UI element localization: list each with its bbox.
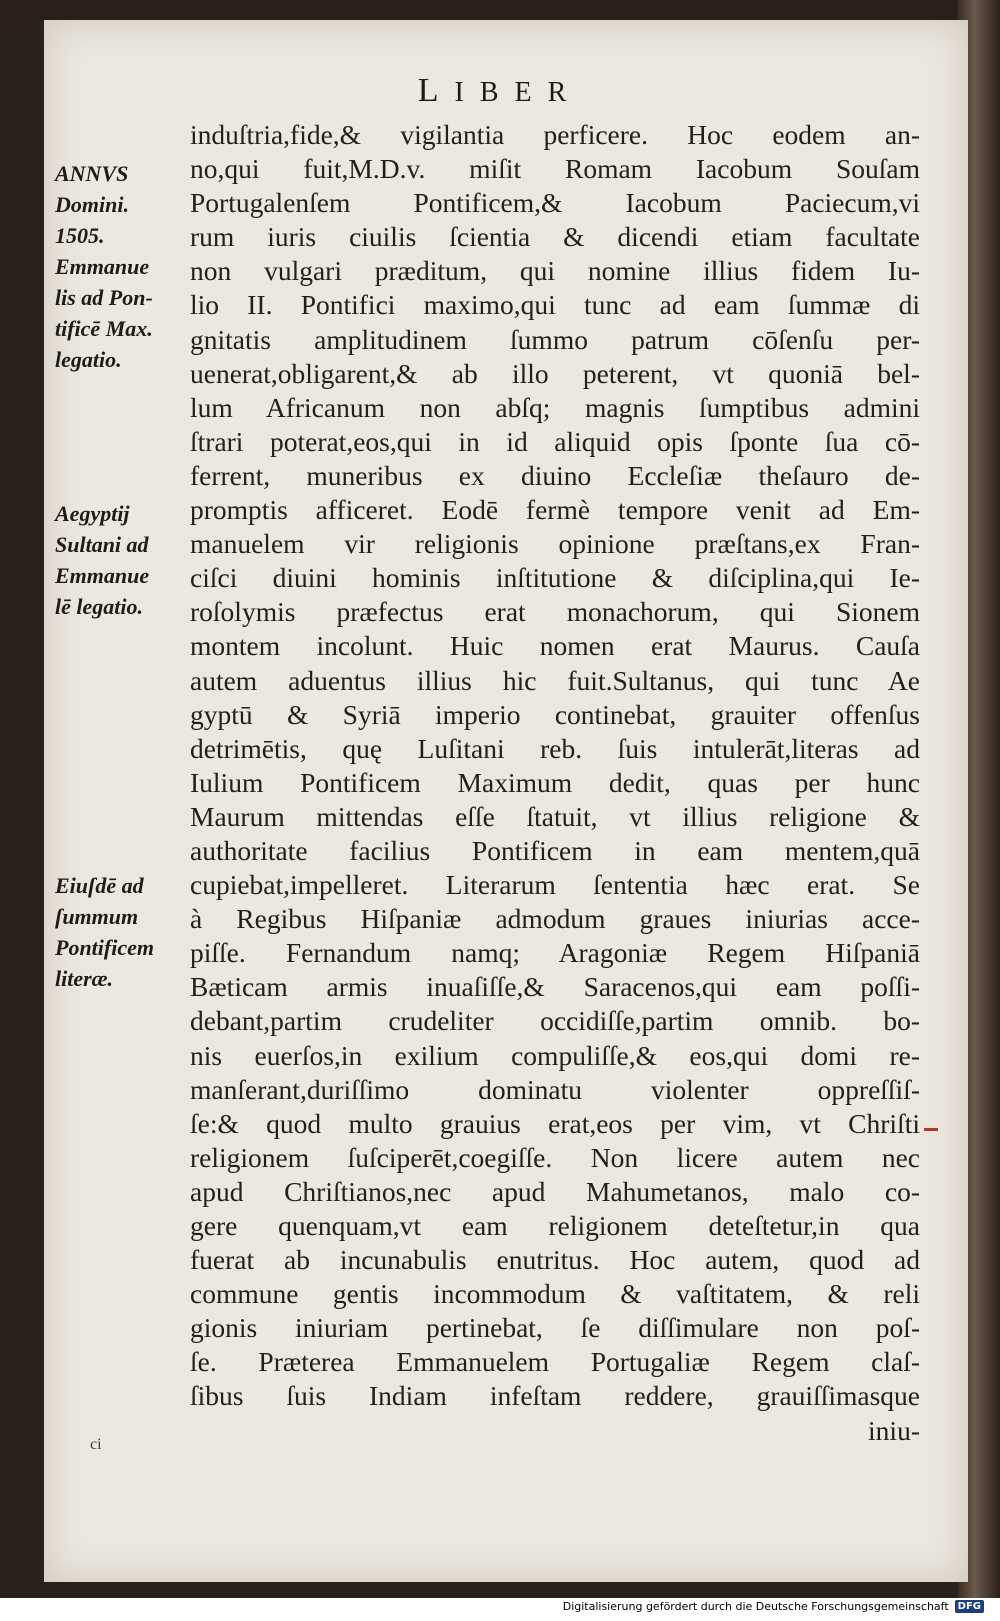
text-line: ſtrari poterat,eos,qui in id aliquid opis ſponte ſua cō- <box>190 425 920 457</box>
margin-note-line: ANNVS <box>55 161 129 186</box>
text-line: Bæticam armis inuaſiſſe,& Saracenos,qui eam poſſi- <box>190 971 920 1003</box>
signature-mark: ci <box>90 1436 102 1453</box>
text-line: ciſci diuini hominis inſtitutione & diſciplina,qui Ie- <box>190 562 920 594</box>
digitization-footer <box>563 1600 984 1613</box>
body-text <box>190 118 920 1448</box>
margin-note-line: 1505. <box>55 223 105 248</box>
text-line: religionem ſuſciperēt,coegiſſe. Non licere autem nec <box>190 1141 920 1173</box>
text-line: debant,partim crudeliter occidiſſe,partim omnib. bo- <box>190 1005 920 1037</box>
margin-note-line: tificē Max. <box>55 316 153 341</box>
margin-note-line: Aegyptij <box>55 501 130 526</box>
text-line: induſtria,fide,& vigilantia perficere. Hoc eodem an- <box>190 119 920 150</box>
text-line: roſolymis præfectus erat monachorum, qui Sionem <box>190 596 920 628</box>
red-mark <box>924 1128 938 1131</box>
text-line: Maurum mittendas eſſe ſtatuit, vt illius religione & <box>190 800 920 832</box>
text-line: manuelem vir religionis opinione præſtans,ex Fran- <box>190 528 920 560</box>
margin-note-line: Emmanue <box>55 254 150 279</box>
margin-note-line: lis ad Pon- <box>55 285 153 310</box>
margin-note-line: literæ. <box>55 966 114 991</box>
text-line: promptis afficeret. Eodē fermè tempore venit ad Em- <box>190 494 920 526</box>
text-line: uenerat,obligarent,& ab illo peterent, vt quoniā bel- <box>190 357 920 389</box>
running-head-initial: L <box>417 72 455 109</box>
text-line: lum Africanum non abſq; magnis ſumptibus admini <box>190 391 920 423</box>
footer-text: Digitalisierung gefördert durch die Deutsche Forschungsgemeinschaft <box>562 1600 949 1613</box>
margin-note-line: Sultani ad <box>55 532 149 557</box>
running-head-rest: IBER <box>454 77 583 108</box>
text-line: gyptū & Syriā imperio continebat, grauiter offenſus <box>190 698 920 730</box>
margin-note-line: ſummum <box>55 904 139 929</box>
text-line: ſibus ſuis Indiam infeſtam reddere, grauiſſimasque <box>190 1380 920 1412</box>
text-line: cupiebat,impelleret. Literarum ſententia hæc erat. Se <box>190 869 920 901</box>
text-line: gere quenquam,vt eam religionem deteſtetur,in qua <box>190 1210 920 1241</box>
text-line: ſe:& quod multo grauius erat,eos per vim, vt Chriſti <box>190 1107 920 1139</box>
text-line: montem incolunt. Huic nomen erat Maurus. Cauſa <box>190 630 920 662</box>
text-line: Portugalenſem Pontificem,& Iacobum Paciecum,vi <box>190 187 920 219</box>
text-line: autem aduentus illius hic fuit.Sultanus, qui tunc Ae <box>190 664 920 696</box>
text-line: ferrent, muneribus ex diuino Eccleſiæ theſauro de- <box>190 459 920 491</box>
text-line: manſerant,duriſſimo dominatu violenter oppreſſiſ- <box>190 1073 920 1105</box>
text-line: no,qui fuit,M.D.v. miſit Romam Iacobum Souſam <box>190 153 920 185</box>
margin-note-line: Eiuſdē ad <box>55 873 144 898</box>
text-line: authoritate facilius Pontificem in eam mentem,quā <box>190 834 920 866</box>
text-line: rum iuris ciuilis ſcientia & dicendi etiam facultate <box>190 221 920 253</box>
margin-note-line: Emmanue <box>55 563 150 588</box>
running-head <box>0 72 1000 110</box>
margin-note-line: legatio. <box>55 347 122 372</box>
margin-note-line: Domini. <box>55 192 129 217</box>
dfg-logo: DFG <box>955 1600 984 1613</box>
text-line: iniu- <box>868 1414 920 1446</box>
text-line: gnitatis amplitudinem ſummo patrum cōſenſu per- <box>190 323 920 355</box>
scan-top-edge <box>0 0 1000 22</box>
text-line: apud Chriſtianos,nec apud Mahumetanos, malo co- <box>190 1175 920 1207</box>
text-line: detrimētis, quę Luſitani reb. ſuis intulerāt,literas ad <box>190 732 920 764</box>
text-line: ſe. Præterea Emmanuelem Portugaliæ Regem claſ- <box>190 1346 920 1378</box>
text-line: piſſe. Fernandum namq; Aragoniæ Regem Hiſpaniā <box>190 937 920 969</box>
text-line: fuerat ab incunabulis enutritus. Hoc autem, quod ad <box>190 1244 920 1276</box>
text-line: nis euerſos,in exilium compuliſſe,& eos,qui domi re- <box>190 1039 920 1071</box>
margin-note-line: Pontificem <box>55 935 154 960</box>
text-line: à Regibus Hiſpaniæ admodum graues iniurias acce- <box>190 903 920 935</box>
text-line: Iulium Pontificem Maximum dedit, quas per hunc <box>190 766 920 798</box>
text-line: commune gentis incommodum & vaſtitatem, & reli <box>190 1278 920 1310</box>
text-line: gionis iniuriam pertinebat, ſe diſſimulare non poſ- <box>190 1312 920 1344</box>
text-line: non vulgari præditum, qui nomine illius fidem Iu- <box>190 255 920 287</box>
text-line: lio II. Pontifici maximo,qui tunc ad eam ſummæ di <box>190 289 920 321</box>
margin-note-line: lē legatio. <box>55 594 143 619</box>
